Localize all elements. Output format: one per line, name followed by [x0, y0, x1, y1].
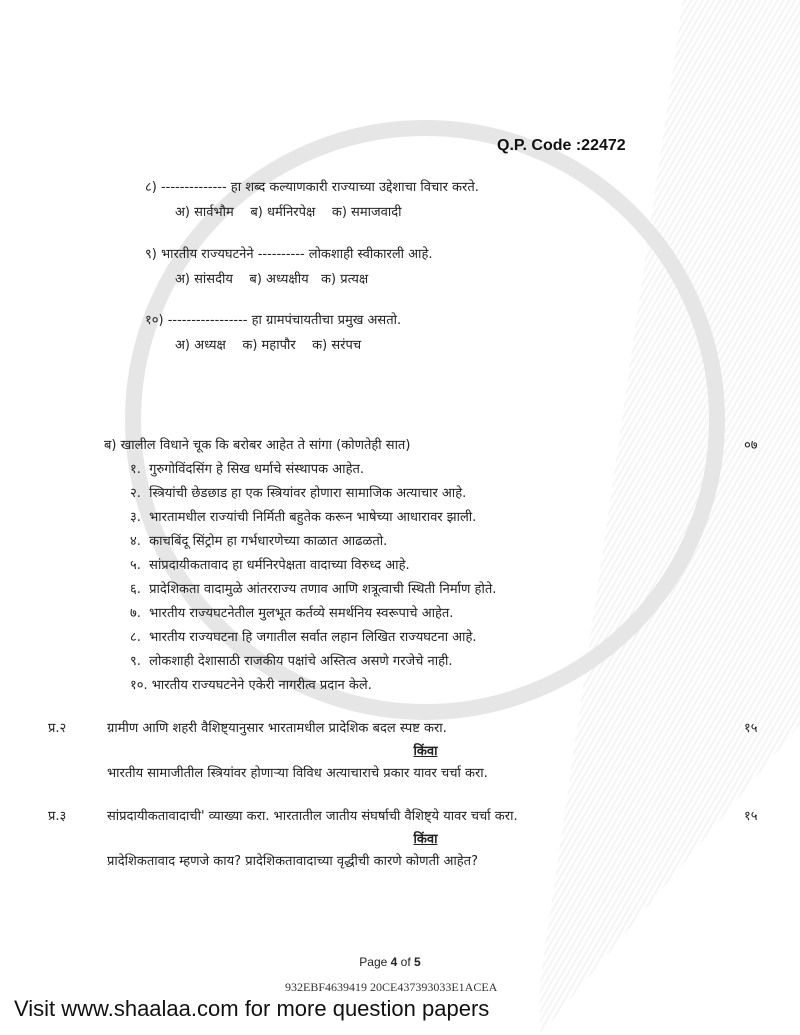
visit-link[interactable]: Visit www.shaalaa.com for more question papers [14, 996, 490, 1021]
statement-item: १०. भारतीय राज्यघटनेने एकेरी नागरीत्व प्रदान केले. [130, 678, 372, 693]
qp-code: Q.P. Code :22472 [497, 137, 626, 154]
statement-item: ६. प्रादेशिकता वादामुळे आंतरराज्य तणाव आणि शत्रूत्वाची स्थिती निर्माण होते. [130, 582, 497, 597]
statement-item: ९. लोकशाही देशासाठी राजकीय पक्षांचे अस्तित्व असणे गरजेचे नाही. [130, 654, 453, 669]
q3-row [48, 807, 800, 827]
q2-or: किंवा [413, 744, 438, 759]
q2-text: ग्रामीण आणि शहरी वैशिष्ट्यानुसार भारतामधील प्रादेशिक बदल स्पष्ट करा. [107, 721, 447, 736]
q3-text: सांप्रदायीकतावादाची' व्याख्या करा. भारतातील जातीय संघर्षाची वैशिष्ट्ये यावर चर्चा करा. [107, 809, 518, 824]
statement-item: ५. सांप्रदायीकतावाद हा धर्मनिरपेक्षता वादाच्या विरुध्द आहे. [130, 558, 410, 573]
q3-marks: १५ [744, 809, 758, 824]
statement-list [0, 460, 800, 696]
q2-row [48, 719, 800, 739]
mcq-10: १०) ----------------- हा ग्रामपंचायतीचा प्रमुख असतो. [145, 313, 402, 328]
mcq-8: ८) -------------- हा शब्द कल्याणकारी राज्याच्या उद्देशाचा विचार करते. [145, 180, 479, 195]
q2-marks: १५ [744, 721, 758, 736]
mcq-9: ९) भारतीय राज्यघटनेने ---------- लोकशाही स्वीकारली आहे. [145, 247, 433, 262]
q3-or: किंवा [413, 832, 438, 847]
section-b-heading: ब) खालील विधाने चूक कि बरोबर आहेत ते सांगा (कोणतेही सात) [104, 438, 411, 453]
q2-alt: भारतीय सामाजीतील स्त्रियांवर होणाऱ्या विविध अत्याचाराचे प्रकार यावर चर्चा करा. [107, 766, 488, 781]
q3-number: प्र.३ [48, 809, 67, 824]
statement-item: ४. काचबिंदू सिंट्रोम हा गर्भधारणेच्या काळात आढळतो. [130, 534, 388, 549]
statement-item: ३. भारतामधील राज्यांची निर्मिती बहुतेक करून भाषेच्या आधारावर झाली. [130, 510, 477, 525]
statement-item: २. स्त्रियांची छेडछाड हा एक स्त्रियांवर होणारा सामाजिक अत्याचार आहे. [130, 486, 467, 501]
q3-alt: प्रादेशिकतावाद म्हणजे काय? प्रादेशिकतावादाच्या वृद्धीची कारणे कोणती आहेत? [107, 854, 478, 869]
q2-number: प्र.२ [48, 721, 67, 736]
statement-item: १. गुरुगोविंदसिंग हे सिख धर्माचे संस्थापक आहेत. [130, 462, 365, 477]
page-number: Page 4 of 5 [359, 955, 421, 969]
mcq-10-options: अ) अध्यक्ष क) महापौर क) सरंपच [175, 338, 362, 353]
mcq-9-options: अ) सांसदीय ब) अध्यक्षीय क) प्रत्यक्ष [175, 272, 369, 287]
document-hash: 932EBF4639419 20CE437393033E1ACEA [285, 980, 498, 994]
statement-item: ८. भारतीय राज्यघटना हि जगातील सर्वात लहान लिखित राज्यघटना आहे. [130, 630, 477, 645]
section-b-header [104, 436, 800, 456]
section-b-marks: ०७ [744, 438, 758, 453]
mcq-8-options: अ) सार्वभौम ब) धर्मनिरपेक्ष क) समाजवादी [175, 205, 402, 220]
statement-item: ७. भारतीय राज्यघटनेतील मुलभूत कर्तव्ये समर्थनिय स्वरूपाचे आहेत. [130, 606, 454, 621]
